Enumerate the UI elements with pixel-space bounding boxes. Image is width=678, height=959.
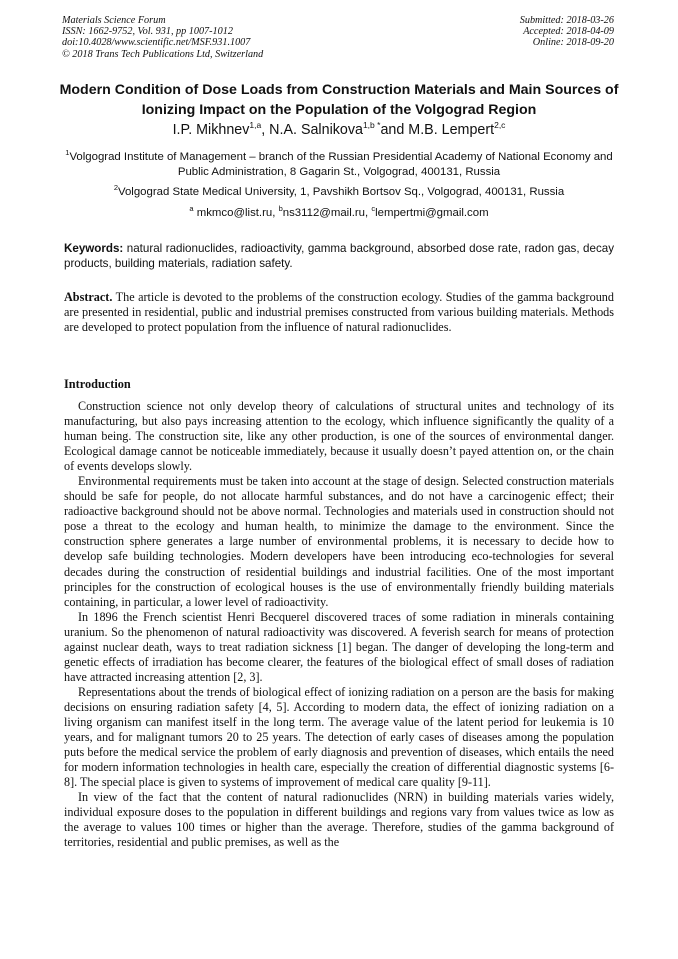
- introduction-body: [64, 399, 614, 850]
- author-name: I.P. Mikhnev: [172, 122, 250, 138]
- email-superscript: c: [371, 204, 376, 213]
- email-superscript: b: [278, 204, 283, 213]
- email-superscript: a: [189, 204, 194, 213]
- abstract: [64, 290, 614, 335]
- copyright: © 2018 Trans Tech Publications Ltd, Switzerland: [62, 48, 264, 60]
- author-separator: and: [380, 122, 409, 138]
- author-name: M.B. Lempert: [408, 122, 495, 138]
- journal-name: Materials Science Forum: [62, 15, 166, 26]
- keywords: [64, 241, 614, 271]
- email-separator: ,: [365, 207, 372, 219]
- affiliation-2: [50, 185, 628, 200]
- author-superscript: 1,b *: [362, 120, 381, 130]
- keywords-text: natural radionuclides, radioactivity, gamma background, absorbed dose rate, radon gas, decay products, building materials, radiation safety.: [64, 242, 614, 270]
- author-separator: ,: [261, 122, 270, 138]
- doi[interactable]: doi:10.4028/www.scientific.net/MSF.931.1007: [62, 37, 251, 49]
- affiliation-1: [50, 150, 628, 180]
- paragraph: Representations about the trends of biological effect of ionizing radiation on a person are the basis for making decisions on ensuring radiation safety [4, 5]. According to modern data, the effect of ionizing radiation on a living organism can manifest itself in the long term. The average value of the latent period for leukemia is 10 years, and for malignant tumors 20 to 25 years. The detection of early cases of diseases among the population puts before the medical service the problem of early diagnosis and prevention of diseases, which entails the need for modern information technologies in health care, especially the creation of differential diagnostic systems [6-8]. The special place is given to systems of improvement of medical care quality [9-11].: [64, 684, 614, 790]
- author-name: N.A. Salnikova: [269, 122, 363, 138]
- paragraph: In view of the fact that the content of natural radionuclides (NRN) in building materials varies widely, individual exposure doses to the population in different buildings and regions vary from values twice as low as the average to values 100 times or higher than the average. Therefore, studies of the gamma background of territories, residential and public premises, as well as the: [64, 790, 614, 850]
- email-link[interactable]: lempertmi@gmail.com: [375, 207, 489, 219]
- author-list: [40, 121, 638, 139]
- abstract-label: Abstract.: [64, 290, 113, 304]
- issn-volume: ISSN: 1662-9752, Vol. 931, pp 1007-1012: [62, 26, 233, 38]
- affiliation-superscript: 1: [65, 148, 70, 157]
- paragraph: Construction science not only develop theory of calculations of structural unites and technology of its manufacturing, but also pays increasing attention to the ecology, which influence significantly the quality of a human being. The construction site, like any other production, is one of the sources of environmental danger. Ecological damage cannot be noticeable immediately, because it usually doesn’t payed attention on, or the chain of events develops slowly.: [64, 399, 614, 474]
- email-link[interactable]: ns3112@mail.ru: [282, 207, 366, 219]
- paper-title: Modern Condition of Dose Loads from Construction Materials and Main Sources of Ionizing Impact on the Population of the Volgograd Region: [59, 82, 619, 118]
- email-separator: ,: [272, 207, 279, 219]
- email-list: [50, 206, 628, 221]
- author-superscript: 2,c: [494, 120, 506, 130]
- submitted-date: Submitted: 2018-03-26: [519, 15, 614, 26]
- dates-header: [520, 15, 614, 49]
- affiliation-text: Volgograd State Medical University, 1, Pavshikh Bortsov Sq., Volgograd, 400131, Russia: [118, 186, 565, 198]
- email-link[interactable]: mkmco@list.ru: [196, 207, 273, 219]
- affiliation-superscript: 2: [113, 183, 118, 192]
- paragraph: Environmental requirements must be taken into account at the stage of design. Selected construction materials should be safe for people, do not allocate harmful substances, and do not have a carcinogenic effect; their radioactive background should not be above normal. Technologies and materials used in construction should not pose a threat to the ecology and human health, to minimize the damage to the environment. Since the construction sphere generates a large number of environmental problems, it is necessary to decide how to develop safe building technologies. Modern developers have been introducing eco-technologies for several decades during the construction of residential buildings and industrial facilities. One of the most important principles for the construction of ecological houses is the use of environmentally friendly building materials containing, in particular, a lower level of radioactivity.: [64, 474, 614, 609]
- abstract-text: The article is devoted to the problems of the construction ecology. Studies of the gamma background are presented in residential, public and industrial premises constructed from various building materials. Methods are developed to protect population from the influence of natural radionuclides.: [64, 290, 614, 335]
- accepted-date: Accepted: 2018-04-09: [523, 26, 614, 38]
- journal-header: [62, 15, 263, 60]
- online-date: Online: 2018-09-20: [532, 37, 614, 49]
- affiliation-text: Volgograd Institute of Management – branch of the Russian Presidential Academy of National Economy and Public Administration, 8 Gagarin St., Volgograd, 400131, Russia: [69, 151, 613, 178]
- author-superscript: 1,a: [249, 120, 262, 130]
- section-heading-introduction: Introduction: [64, 377, 131, 391]
- keywords-label: Keywords:: [64, 242, 124, 255]
- paragraph: In 1896 the French scientist Henri Becquerel discovered traces of some radiation in minerals containing uranium. So the phenomenon of natural radioactivity was discovered. A feverish search for means of protection against nuclear death, ways to treat radiation sickness [1] began. The danger of developing the long-term and genetic effects of irradiation has become clearer, the features of the biological effect of small doses of radiation have attracted increasing attention [2, 3].: [64, 609, 614, 684]
